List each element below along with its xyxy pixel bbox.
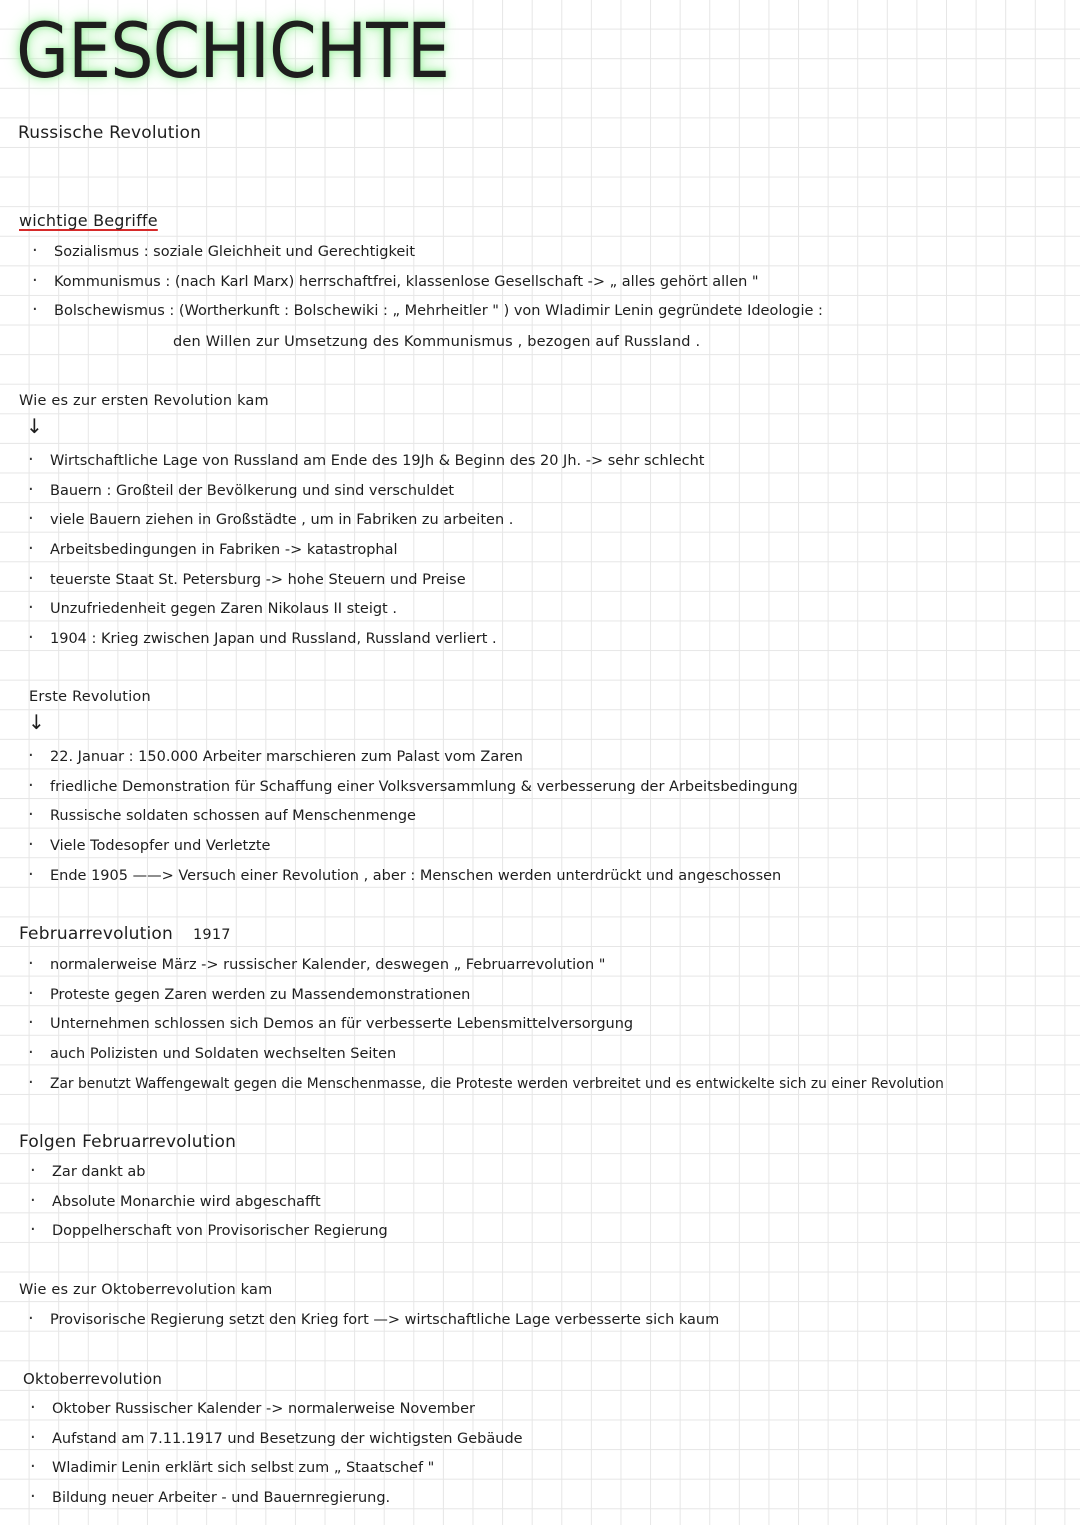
list-item: · Russische soldaten schossen auf Menschenmenge bbox=[28, 802, 798, 832]
list-item: · Kommunismus : (nach Karl Marx) herrschaftfrei, klassenlose Gesellschaft -> „ alles gehört allen " bbox=[32, 268, 823, 298]
list-item: · friedliche Demonstration für Schaffung einer Volksversammlung & verbesserung der Arbeitsbedingung bbox=[28, 773, 798, 803]
section-heading-oktoberrevolution: Oktoberrevolution bbox=[23, 1370, 163, 1388]
list-item: · Unternehmen schlossen sich Demos an für verbesserte Lebensmittelversorgung bbox=[28, 1010, 944, 1040]
oktoberrevolution-list bbox=[30, 1395, 523, 1514]
section-heading-begriffe: wichtige Begriffe bbox=[19, 211, 158, 230]
list-item: · Unzufriedenheit gegen Zaren Nikolaus II steigt . bbox=[28, 595, 704, 625]
februarrevolution-list bbox=[28, 951, 944, 1099]
list-item: · 1904 : Krieg zwischen Japan und Russland, Russland verliert . bbox=[28, 625, 704, 655]
februarrevolution-year: 1917 bbox=[192, 927, 231, 943]
list-item: · Ende 1905 ——> Versuch einer Revolution , aber : Menschen werden unterdrückt und angeschossen bbox=[28, 862, 798, 892]
list-item: · Proteste gegen Zaren werden zu Massendemonstrationen bbox=[28, 981, 944, 1011]
list-item: · Doppelherschaft von Provisorischer Regierung bbox=[30, 1217, 388, 1247]
page-subtitle: Russische Revolution bbox=[18, 123, 202, 143]
list-item: · Arbeitsbedingungen in Fabriken -> katastrophal bbox=[28, 536, 704, 566]
februarrevolution-title: Februarrevolution bbox=[19, 924, 173, 944]
down-arrow-icon: ↓ bbox=[26, 414, 43, 438]
list-item: · normalerweise März -> russischer Kalender, deswegen „ Februarrevolution " bbox=[28, 951, 944, 981]
list-item: · Viele Todesopfer und Verletzte bbox=[28, 832, 798, 862]
down-arrow-icon: ↓ bbox=[28, 710, 45, 734]
list-item: · Provisorische Regierung setzt den Krieg fort —> wirtschaftliche Lage verbesserte sich kaum bbox=[28, 1306, 719, 1336]
folgen-list bbox=[30, 1158, 388, 1247]
list-item: · Zar dankt ab bbox=[30, 1158, 388, 1188]
page-title: GESCHICHTE bbox=[16, 6, 450, 95]
list-item: · 22. Januar : 150.000 Arbeiter marschieren zum Palast vom Zaren bbox=[28, 743, 798, 773]
list-item: · Oktober Russischer Kalender -> normalerweise November bbox=[30, 1395, 523, 1425]
list-item: · Bildung neuer Arbeiter - und Bauernregierung. bbox=[30, 1484, 523, 1514]
begriffe-list bbox=[32, 238, 823, 327]
list-item: · Bolschewismus : (Wortherkunft : Bolschewiki : „ Mehrheitler " ) von Wladimir Lenin gegründete Ideologie : bbox=[32, 297, 823, 327]
begriffe-continuation: den Willen zur Umsetzung des Kommunismus , bezogen auf Russland . bbox=[173, 334, 701, 350]
section-heading-februarrevolution bbox=[19, 924, 231, 944]
erste-ursachen-list bbox=[28, 447, 704, 655]
section-heading-oktober-ursachen: Wie es zur Oktoberrevolution kam bbox=[19, 1282, 273, 1298]
list-item: · Wladimir Lenin erklärt sich selbst zum „ Staatschef " bbox=[30, 1454, 523, 1484]
section-heading-folgen: Folgen Februarrevolution bbox=[19, 1132, 237, 1152]
list-item: · Aufstand am 7.11.1917 und Besetzung der wichtigsten Gebäude bbox=[30, 1425, 523, 1455]
list-item: · auch Polizisten und Soldaten wechselten Seiten bbox=[28, 1040, 944, 1070]
list-item: · Absolute Monarchie wird abgeschafft bbox=[30, 1188, 388, 1218]
list-item: · Sozialismus : soziale Gleichheit und Gerechtigkeit bbox=[32, 238, 823, 268]
oktober-ursachen-list bbox=[28, 1306, 719, 1336]
list-item: · Bauern : Großteil der Bevölkerung und sind verschuldet bbox=[28, 477, 704, 507]
section-heading-erste-revolution: Erste Revolution bbox=[29, 689, 151, 705]
list-item: · Wirtschaftliche Lage von Russland am Ende des 19Jh & Beginn des 20 Jh. -> sehr schlecht bbox=[28, 447, 704, 477]
list-item: · teuerste Staat St. Petersburg -> hohe Steuern und Preise bbox=[28, 566, 704, 596]
list-item: · Zar benutzt Waffengewalt gegen die Menschenmasse, die Proteste werden verbreitet und es entwickelte sich zu einer Revolution bbox=[28, 1070, 944, 1100]
section-heading-erste-ursachen: Wie es zur ersten Revolution kam bbox=[19, 393, 269, 409]
erste-revolution-list bbox=[28, 743, 798, 891]
list-item: · viele Bauern ziehen in Großstädte , um in Fabriken zu arbeiten . bbox=[28, 506, 704, 536]
